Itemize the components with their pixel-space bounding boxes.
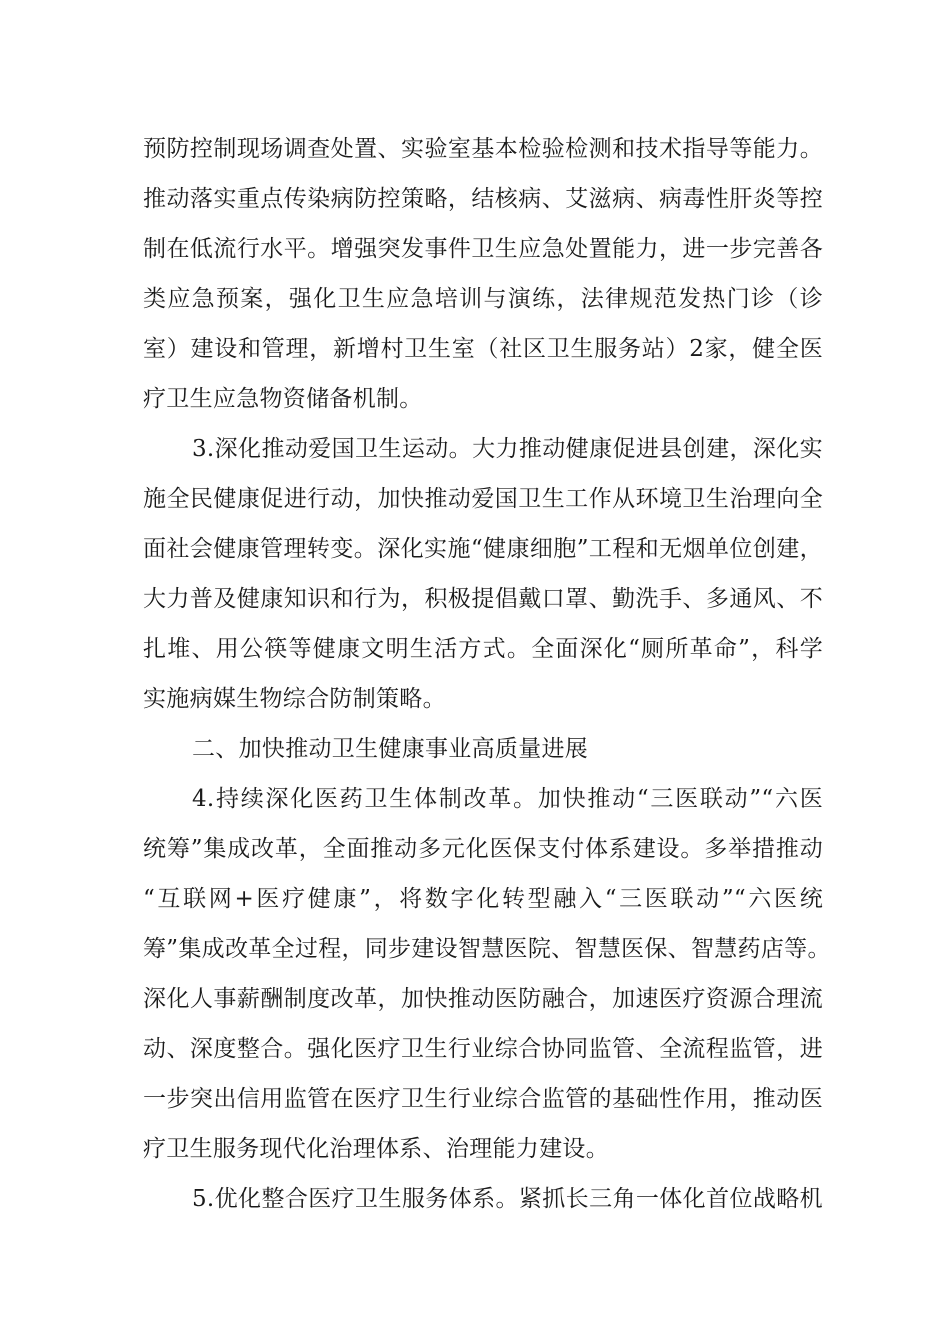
text-line: 实施病媒生物综合防制策略。 <box>143 686 446 712</box>
text-line: 统筹”集成改革，全面推动多元化医保支付体系建设。多举措推动 <box>143 836 823 862</box>
paragraph-heading-5: 5.优化整合医疗卫生服务体系。紧抓长三角一体化首位战略机 <box>192 1186 823 1212</box>
paragraph-heading-3: 3.深化推动爱国卫生运动。大力推动健康促进县创建，深化实 <box>192 436 823 462</box>
text-line: 一步突出信用监管在医疗卫生行业综合监管的基础性作用，推动医 <box>143 1086 823 1112</box>
text-line: 施全民健康促进行动，加快推动爱国卫生工作从环境卫生治理向全 <box>143 486 823 512</box>
text-line: “互联网+医疗健康”，将数字化转型融入“三医联动”“六医统 <box>143 886 823 912</box>
text-line: 预防控制现场调查处置、实验室基本检验检测和技术指导等能力。 <box>143 136 823 162</box>
text-line: 疗卫生服务现代化治理体系、治理能力建设。 <box>143 1136 609 1162</box>
text-line: 面社会健康管理转变。深化实施“健康细胞”工程和无烟单位创建， <box>143 536 823 562</box>
text-line: 室）建设和管理，新增村卫生室（社区卫生服务站）2家，健全医 <box>143 336 823 362</box>
section-heading: 二、加快推动卫生健康事业高质量进展 <box>192 736 589 762</box>
text-line: 推动落实重点传染病防控策略，结核病、艾滋病、病毒性肝炎等控 <box>143 186 823 212</box>
text-line: 动、深度整合。强化医疗卫生行业综合协同监管、全流程监管，进 <box>143 1036 823 1062</box>
text-line: 深化人事薪酬制度改革，加快推动医防融合，加速医疗资源合理流 <box>143 986 823 1012</box>
text-line: 大力普及健康知识和行为，积极提倡戴口罩、勤洗手、多通风、不 <box>143 586 823 612</box>
text-line: 扎堆、用公筷等健康文明生活方式。全面深化“厕所革命”，科学 <box>143 636 823 662</box>
text-line: 类应急预案，强化卫生应急培训与演练，法律规范发热门诊（诊 <box>143 286 823 312</box>
text-line: 疗卫生应急物资储备机制。 <box>143 386 423 412</box>
text-line: 制在低流行水平。增强突发事件卫生应急处置能力，进一步完善各 <box>143 236 823 262</box>
text-line: 筹”集成改革全过程，同步建设智慧医院、智慧医保、智慧药店等。 <box>143 936 831 962</box>
paragraph-heading-4: 4.持续深化医药卫生体制改革。加快推动“三医联动”“六医 <box>192 786 823 812</box>
